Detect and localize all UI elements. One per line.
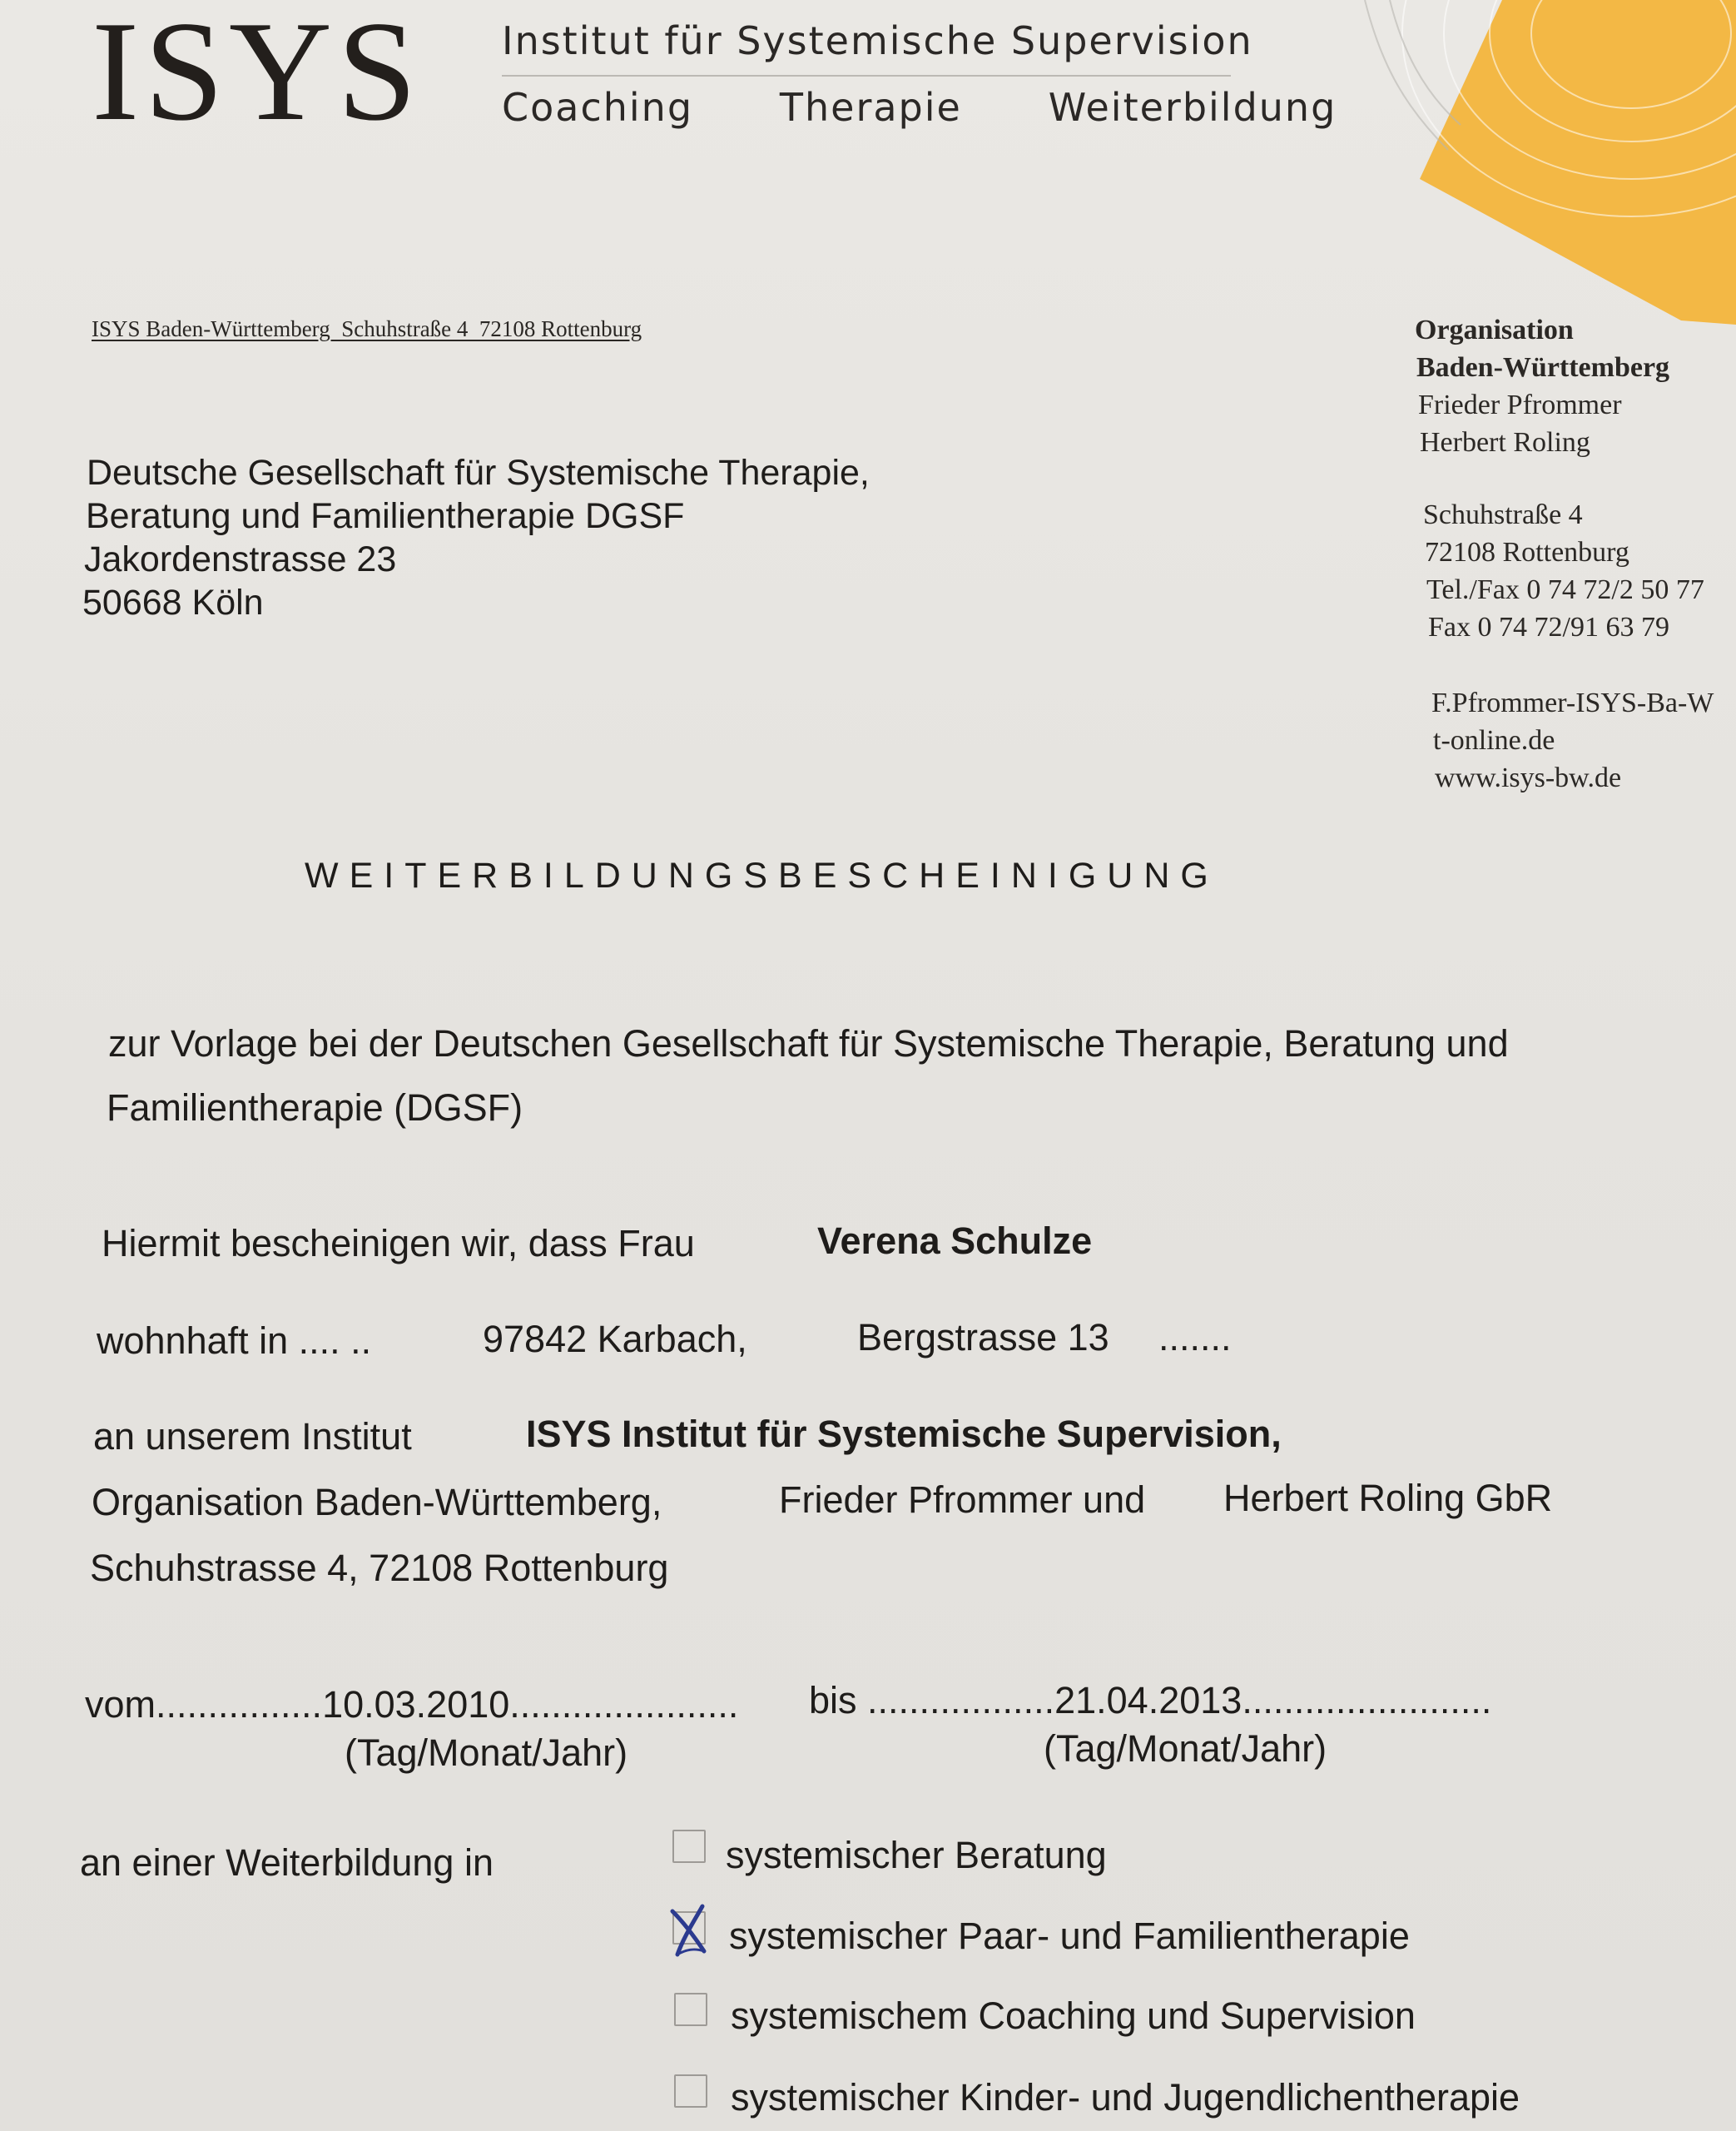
intro-line-2: Familientherapie (DGSF): [107, 1086, 523, 1129]
resident-street: Bergstrasse 13: [857, 1316, 1109, 1359]
contact-name-1: Frieder Pfrommer: [1418, 390, 1622, 420]
contact-name-2: Herbert Roling: [1420, 427, 1590, 458]
to-label: bis ..................: [809, 1679, 1055, 1721]
period-to: [809, 1679, 1491, 1722]
from-date: 10.03.2010: [322, 1683, 510, 1726]
to-date-hint: (Tag/Monat/Jahr): [1044, 1727, 1327, 1770]
contact-street: Schuhstraße 4: [1423, 499, 1583, 530]
checkbox-beratung[interactable]: [672, 1830, 706, 1863]
intro-line-1: zur Vorlage bei der Deutschen Gesellschaft für Systemische Therapie, Beratung und: [108, 1022, 1509, 1065]
recipient-line-3: Jakordenstrasse 23: [84, 539, 397, 579]
isys-logo: ISYS: [92, 0, 422, 151]
institute-address: Schuhstrasse 4, 72108 Rottenburg: [90, 1547, 669, 1589]
recipient-line-4: 50668 Köln: [82, 583, 264, 623]
to-dots: ........................: [1242, 1679, 1492, 1721]
option-beratung: systemischer Beratung: [726, 1834, 1107, 1876]
option-coaching-supervision: systemischem Coaching und Supervision: [731, 1994, 1416, 2037]
contact-email-1: F.Pfrommer-ISYS-Ba-W: [1431, 688, 1714, 718]
institute-full-name: ISYS Institut für Systemische Supervision,: [526, 1413, 1282, 1455]
certify-prefix: Hiermit bescheinigen wir, dass Frau: [102, 1222, 695, 1264]
institute-line2-person1: Frieder Pfrommer und: [779, 1478, 1146, 1521]
institute-line2-person2: Herbert Roling GbR: [1223, 1477, 1553, 1519]
document-title: WEITERBILDUNGSBESCHEINIGUNG: [305, 856, 1219, 896]
from-date-hint: (Tag/Monat/Jahr): [345, 1731, 628, 1774]
decorative-logo-graphic: [1357, 0, 1736, 333]
option-paar-familientherapie: systemischer Paar- und Familientherapie: [729, 1915, 1410, 1957]
sender-address-line: ISYS Baden-Württemberg Schuhstraße 4 72108 Rottenburg: [92, 316, 642, 341]
contact-org-line1: Organisation: [1415, 315, 1574, 345]
to-date: 21.04.2013: [1054, 1679, 1242, 1721]
recipient-line-1: Deutsche Gesellschaft für Systemische Therapie,: [87, 453, 870, 493]
recipient-line-2: Beratung und Familientherapie DGSF: [86, 496, 685, 536]
institute-services: Coaching Therapie Weiterbildung: [502, 85, 1337, 130]
from-label: vom................: [85, 1683, 323, 1726]
handwritten-check-mark: [666, 1900, 716, 1960]
training-label: an einer Weiterbildung in: [80, 1841, 494, 1884]
header-rule: [502, 75, 1231, 77]
institute-label: an unserem Institut: [93, 1415, 412, 1458]
contact-email-2: t-online.de: [1433, 725, 1555, 756]
contact-city: 72108 Rottenburg: [1425, 537, 1629, 568]
institute-line2-org: Organisation Baden-Württemberg,: [92, 1481, 662, 1523]
person-name: Verena Schulze: [817, 1219, 1093, 1262]
checkbox-coaching-supervision[interactable]: [674, 1993, 707, 2026]
checkbox-kinder-jugend[interactable]: [674, 2074, 707, 2108]
resident-city: 97842 Karbach,: [483, 1318, 747, 1360]
resident-label: wohnhaft in .... ..: [97, 1319, 372, 1362]
from-dots: ......................: [509, 1683, 739, 1726]
contact-website: www.isys-bw.de: [1435, 762, 1622, 793]
contact-fax: Fax 0 74 72/91 63 79: [1428, 612, 1669, 643]
period-from-label: [85, 1683, 738, 1726]
option-kinder-jugend: systemischer Kinder- und Jugendlichentherapie: [731, 2076, 1520, 2119]
contact-telfax: Tel./Fax 0 74 72/2 50 77: [1426, 574, 1704, 605]
resident-dots: .......: [1158, 1316, 1232, 1359]
institute-name: Institut für Systemische Supervision: [502, 18, 1253, 63]
contact-org-line2: Baden-Württemberg: [1416, 352, 1670, 383]
